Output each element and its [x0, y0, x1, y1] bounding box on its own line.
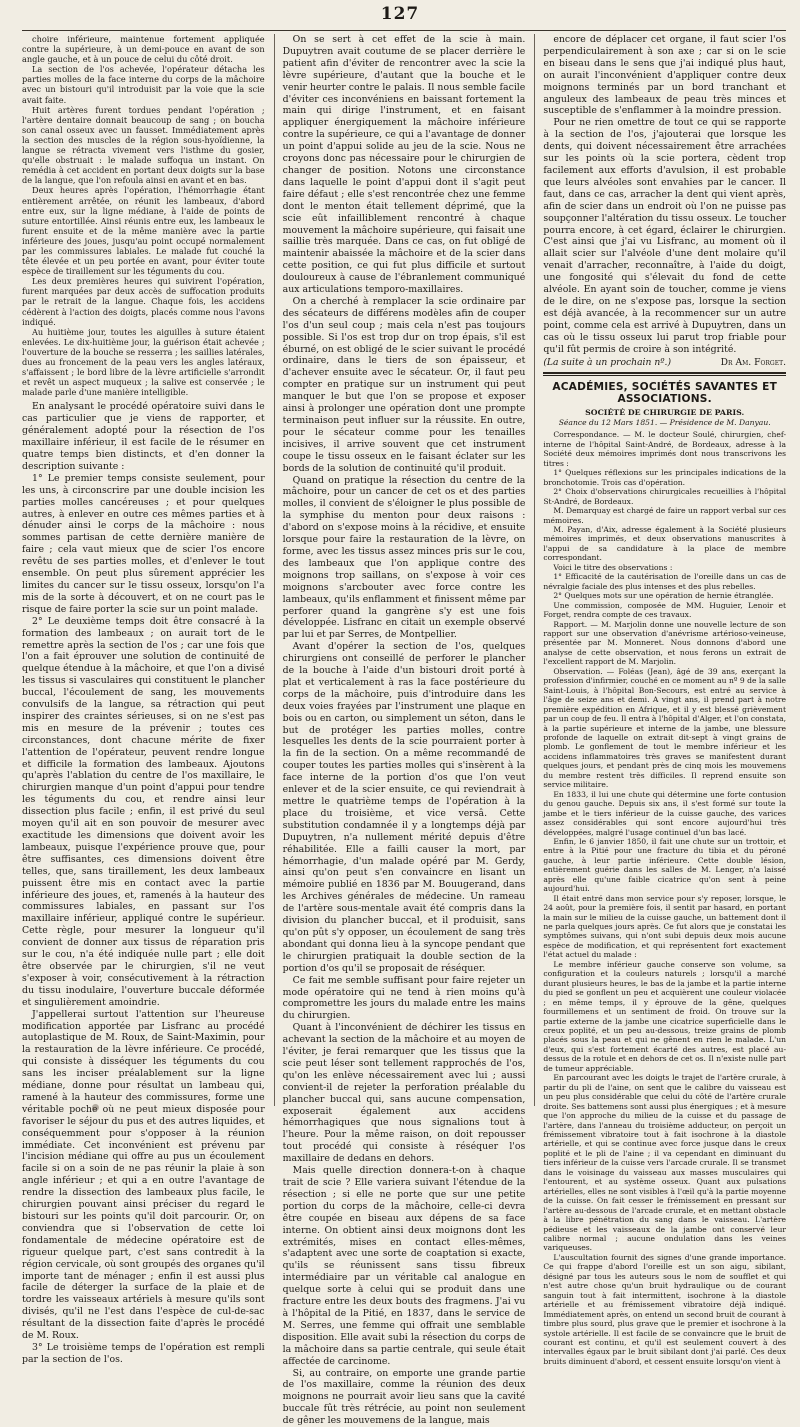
section-rule-thin: [543, 375, 786, 376]
paragraph: En parcourant avec les doigts le trajet de l'artère crurale, à partir du pli de l'aine, on sent que le calibre du vaisseau est un peu plus considérable que celui du côté de l'artère crurale droite. Ses battemens sont aussi plus énergiques ; et à mesure que l'on approche du milieu de la cuisse et du passage de l'artère, dans l'anneau du troisième adducteur, on perçoit un frémissement vibratoire tout à fait isochrone à la diastole artérielle, et qui se continue avec force jusque dans le creux poplité et le pli de l'aine ; il va cependant en diminuant du tiers inférieur de la cuisse vers l'arcade crurale. Il se transmet dans le voisinage du vaisseau aux masses musculaires qui l'entourent, et au système osseux. Quant aux pulsations artérielles, elles ne sont visibles à l'œil qu'à la partie moyenne de la cuisse. On fait cesser le frémissement en pressant sur l'artère au-dessous de l'arcade crurale, et en mettant obstacle à la libre pénétration du sang dans le vaisseau. L'artère pédieuse et les vaisseaux de la jambe ont conservé leur calibre normal ; aucune ondulation dans les veines variqueuses.: [543, 1073, 786, 1253]
paragraph: J'appellerai surtout l'attention sur l'heureuse modification apportée par Lisfranc au procédé autoplastique de M. Roux, de Saint-Maximin, pour la restauration de la lèvre inférieure. Ce procédé, qui consiste à disséquer les téguments du cou sans les inciser préalablement sur la ligne médiane, donne pour résultat un lambeau qui, ramené à la hauteur des commissures, forme une véritable poche où ne peut mieux disposée pour favoriser le séjour du pus et des autres liquides, et conséquemment pour s'opposer à la réunion immédiate. Cet inconvénient est prévenu par l'incision médiane qui offre au pus un écoulement facile si on a soin de ne pas réunir la plaie à son angle inférieur ; et qui a en outre l'avantage de rendre la dissection des lambeaux plus facile, le chirurgien pouvant ainsi préciser du regard le bistouri sur les points qu'il doit parcourir. Or, on conviendra que si l'observation de cette loi fondamentale de médecine opératoire est de rigueur quelque part, c'est sans contredit à la région cervicale, où sont groupés des organes qu'il importe tant de ménager ; enfin il est aussi plus facile de déterger la surface de la plaie et de tordre les vaisseaux artériels à mesure qu'ils sont divisés, qu'il ne l'est dans l'espèce de cul-de-sac résultant de la dissection faite d'après le procédé de M. Roux.: [22, 1009, 265, 1342]
paragraph: Il était entré dans mon service pour s'y reposer, lorsque, le 24 août, pour la première fois, il sentit par hasard, en portant la main sur le milieu de la cuisse gauche, un battement dont il ne parla quelques jours après. Ce fut alors que je constatai les symptômes suivans, qui n'ont subi depuis deux mois aucune espèce de modification, et qui représentent fort exactement l'état actuel du malade :: [543, 894, 786, 960]
column-middle: [274, 34, 526, 1106]
article-signature: [543, 357, 786, 368]
paragraph: 2° Le deuxième temps doit être consacré à la formation des lambeaux ; on aurait tort de le remettre après la section de l'os ; car une fois que l'on a fait éprouver une solution de continuité de quelque étendue à la mâchoire, et que l'on a divisé les tissus si vasculaires qui constituent le plancher buccal, l'écoulement de sang, les mouvements convulsifs de la langue, sa rétraction qui peut inspirer des craintes sérieuses, si on ne s'est pas mis en mesure de la prévenir ; toutes ces circonstances, dont chacune mérite de fixer l'attention de l'opérateur, peuvent rendre longue et difficile la formation des lambeaux. Ajoutons qu'après l'ablation du centre de l'os maxillaire, le chirurgien manque d'un point d'appui pour tendre les téguments du cou, et rendre ainsi leur dissection plus facile ; enfin, il est privé du seul moyen qu'il ait en son pouvoir de mesurer avec exactitude les dimensions que doivent avoir les lambeaux, puisque l'expérience prouve que, pour être suffisantes, ces dimensions doivent être telles, que, sans tiraillement, les deux lambeaux puissent être mis en contact avec la partie inférieure des joues, et, ramenés à la hauteur des commissures labiales, en passant sur l'os maxillaire inférieur, appliqué contre le supérieur. Cette règle, pour mesurer la longueur qu'il convient de donner aux tissus de réparation pris sur le cou, n'a été indiquée nulle part ; elle doit être observée par le chirurgien, s'il ne veut s'exposer à voir, consécutivement à la rétraction du tissu inodulaire, l'ouverture buccale déformée et singulièrement amoindrie.: [22, 616, 265, 1009]
paragraph: Enfin, le 6 janvier 1850, il fait une chute sur un trottoir, et entre à la Pitié pour une fracture du tibia et du péroné gauche, à leur partie inférieure. Cette double lésion, entièrement guérie dans les salles de M. Lenger, n'a laissé après elle qu'une faible cicatrice qu'on sent à peine aujourd'hui.: [543, 837, 786, 894]
column-right: [534, 34, 786, 1106]
continued-note: (La suite à un prochain nº.): [543, 357, 671, 368]
paragraph: Deux heures après l'opération, l'hémorrhagie étant entièrement arrêtée, on réunit les lambeaux, d'abord entre eux, sur la ligne médiane, à l'aide de points de suture entortillée. Ainsi réunis entre eux, les lambeaux le furent ensuite et de la même manière avec la partie inférieure des joues, jusqu'au point occupé normalement par les commissures labiales. Le malade fut couché la tête élevée et un peu portée en avant, pour éviter toute espèce de tiraillement sur les téguments du cou.: [22, 185, 265, 276]
text-columns: [22, 34, 786, 1106]
paragraph: Observation. — Foléas (Jean), âgé de 39 ans, exerçant la profession d'infirmier, couché en ce moment au nº 9 de la salle Saint-Louis, à l'hôpital Bon-Secours, est entré au service à l'âge de seize ans et demi. A vingt ans, il prend part à notre première expédition en Afrique, et il y est blessé grièvement par un coup de feu. Il entra à l'hôpital d'Alger, et l'on constata, à la partie supérieure et interne de la jambe, une blessure profonde de laquelle on extrait dit-sept à vingt grains de plomb. Le gonflement de tout le membre inférieur et les accidens inflammatoires très graves se manifestent durant quelques jours, et pendant près de cinq mois les mouvemens du membre restent très difficiles. Il reprend ensuite son service militaire.: [543, 667, 786, 790]
paragraph: 2° Choix d'observations chirurgicales recueillies à l'hôpital St-André, de Bordeaux.: [543, 487, 786, 506]
society-name: SOCIÉTÉ DE CHIRURGIE DE PARIS.: [543, 408, 786, 417]
paragraph: Huit artères furent tordues pendant l'opération ; l'artère dentaire donnait beaucoup de sang ; on boucha son canal osseux avec un fausset. Immédiatement après la section des muscles de la région sous-hyoïdienne, la langue se rétracta vivement vers l'isthme du gosier, qu'elle obstruait : le malade suffoqua un instant. On remédia à cet accident en portant deux doigts sur la base de la langue, que l'on refoula ainsi en avant et en bas.: [22, 105, 265, 186]
section-rule: [543, 372, 786, 374]
paragraph: Correspondance. — M. le docteur Soulé, chirurgien, chef-interne de l'hôpital Saint-André, de Bordeaux, adresse à la Société deux mémoires imprimés dont nous transcrivons les titres :: [543, 430, 786, 468]
paragraph: Quant à l'inconvénient de déchirer les tissus en achevant la section de la mâchoire et au moyen de l'éviter, je ferai remarquer que les tissus que la scie peut léser sont tellement rapprochés de l'os, qu'on les enlève nécessairement avec lui ; aussi convient-il de rejeter la perforation préalable du plancher buccal qui, sans aucune compensation, exposerait également aux accidens hémorrhagiques que nous signalions tout à l'heure. Pour la même raison, on doit repousser tout procédé qui consiste à réséquer l'os maxillaire de dedans en dehors.: [283, 1022, 526, 1165]
paragraph: Avant d'opérer la section de l'os, quelques chirurgiens ont conseillé de perforer le plancher de la bouche à l'aide d'un bistouri droit porté à plat et verticalement à ras la face postérieure du corps de la mâchoire, puis d'introduire dans les deux voies frayées par l'instrument une plaque en bois ou en carton, ou simplement un séton, dans le but de protéger les parties molles, contre lesquelles les dents de la scie pourraient porter à la fin de la section. On a même recommandé de couper toutes les parties molles qui s'insèrent à la face interne de la portion d'os que l'on veut enlever et de la scier ensuite, ce qui reviendrait à mettre le quatrième temps de l'opération à la place du troisième, et vice versâ. Cette substitution condamnée il y a longtemps déjà par Dupuytren, n'a nullement mérité depuis d'être réhabilitée. Elle a failli causer la mort, par hémorrhagie, d'un malade opéré par M. Gerdy, ainsi qu'on peut s'en convaincre en lisant un mémoire publié en 1836 par M. Bouugerand, dans les Archives générales de médecine. Un rameau de l'artère sous-mentale avait été compris dans la division du plancher buccal, et il produisit, sans qu'on pût s'y opposer, un écoulement de sang très abondant qui donna lieu à la syncope pendant que le chirurgien pratiquait la double section de la portion d'os qu'il se proposait de réséquer.: [283, 641, 526, 974]
paragraph: En analysant le procédé opératoire suivi dans le cas particulier que je viens de rapporter, et généralement adopté pour la résection de l'os maxillaire inférieur, il est facile de le résumer en quatre temps bien distincts, et d'en donner la description suivante :: [22, 401, 265, 472]
article-conclusion: [543, 34, 786, 355]
paragraph: 2° Quelques mots sur une opération de hernie étranglée.: [543, 591, 786, 600]
paragraph: encore de déplacer cet organe, il faut scier l'os perpendiculairement à son axe ; car si on le scie en biseau dans le sens que j'ai indiqué plus haut, on aurait l'inconvénient d'appliquer contre deux moignons terminés par un bord tranchant et anguleux des lambeaux de peau très minces et susceptible de s'enflammer à la moindre pression.: [543, 34, 786, 117]
paragraph: Ce fait me semble suffisant pour faire rejeter un mode opératoire qui ne tend à rien moins qu'à compromettre les jours du malade entre les mains du chirurgien.: [283, 975, 526, 1023]
paragraph: 1° Quelques réflexions sur les principales indications de la bronchotomie. Trois cas d'opération.: [543, 468, 786, 487]
paragraph: M. Payan, d'Aix, adresse également à la Société plusieurs mémoires imprimés, et deux observations manuscrites à l'appui de sa candidature à la place de membre correspondant.: [543, 525, 786, 563]
paragraph: Si, au contraire, on emporte une grande partie de l'os maxillaire, comme la réunion des deux moignons ne pourrait avoir lieu sans que la cavité buccale fût très rétrécie, au point non seulement de gêner les mouvemens de la langue, mais: [283, 1368, 526, 1427]
ink-spot: [92, 1104, 99, 1111]
paragraph: Une commission, composée de MM. Huguier, Lenoir et Forget, rendra compte de ces travaux.: [543, 601, 786, 620]
paragraph: Au huitième jour, toutes les aiguilles à suture étaient enlevées. Le dix-huitième jour, la guérison était achevée ; l'ouverture de la bouche se resserra ; les saillies latérales, dues au froncement de la peau vers les angles latéraux, s'affaissent ; le bord libre de la lèvre artificielle s'arrondit et revêt un aspect muqueux ; la salive est conservée ; le malade parle d'une manière intelligible.: [22, 327, 265, 398]
paragraph: 1° Le premier temps consiste seulement, pour les uns, à circonscrire par une double incision les parties molles cancéreuses ; et pour quelques autres, à enlever en outre ces mêmes parties et à dénuder ainsi le corps de la mâchoire : nous sommes partisan de cette dernière manière de faire ; cela vaut mieux que de scier l'os encore revêtu de ses parties molles, et d'enlever le tout ensemble. On peut plus sûrement apprécier les limites du cancer sur le tissu osseux, lorsqu'on l'a mis de la sorte à découvert, et on ne court pas le risque de faire porter la scie sur un point malade.: [22, 473, 265, 616]
observation-details: [22, 34, 265, 397]
paragraph: Rapport. — M. Marjolin donne une nouvelle lecture de son rapport sur une observation d'anévrisme artérioso-veineuse, présentée par M. Monneret. Nous donnons d'abord une analyse de cette observation, et nous ferons un extrait de l'excellent rapport de M. Marjolin.: [543, 620, 786, 667]
paragraph: Mais quelle direction donnera-t-on à chaque trait de scie ? Elle variera suivant l'étendue de la résection ; si elle ne porte que sur une petite portion du corps de la mâchoire, celle-ci devra être coupée en biseau aux dépens de sa face interne. On obtient ainsi deux moignons dont les extrémités, mises en contact elles-mêmes, s'adaptent avec une sorte de coaptation si exacte, qu'ils se réunissent sans tissu fibreux intermédiaire par un véritable cal analogue en quelque sorte à celui qui se produit dans une fracture entre les deux bouts des fragmens. J'ai vu à l'hôpital de la Pitié, en 1837, dans le service de M. Serres, une femme qui offrait une semblable disposition. Elle avait subi la résection du corps de la mâchoire dans sa partie centrale, qui seule était affectée de carcinome.: [283, 1165, 526, 1367]
session-line: Séance du 12 Mars 1851. — Présidence de M. Danyau.: [543, 418, 786, 427]
paragraph: La section de l'os achevée, l'opérateur détacha les parties molles de la face interne du corps de la mâchoire avec un bistouri qu'il introduisit par la voie que la scie avait faite.: [22, 64, 265, 104]
paragraph: On a cherché à remplacer la scie ordinaire par des sécateurs de différens modèles afin de couper l'os d'un seul coup ; mais cela n'est pas toujours possible. Si l'os est trop dur on trop épais, s'il est éburné, on est obligé de le scier suivant le procédé ordinaire, dans le tiers de son épaisseur, et d'achever ensuite avec le sécateur. Or, il faut peu compter en pratique sur un instrument qui peut manquer le but que l'on se propose et exposer ainsi à prolonger une opération dont une prompte terminaison peut influer sur la réussite. En outre, pour le sécateur comme pour les tenailles incisives, il arrive souvent que cet instrument coupe le tissu osseux en le faisant éclater sur les bords de la solution de continuité qu'il produit.: [283, 296, 526, 475]
paragraph: Le membre inférieur gauche conserve son volume, sa configuration et la couleurs naturels ; lorsqu'il a marché durant plusieurs heures, le bas de la jambe et la partie interne du pied se gonflent un peu et acquièrent une couleur violacée ; en même temps, il y éprouve de la gêne, quelques fourmillemens et un sentiment de froid. On trouve sur la partie externe de la jambe une cicatrice superficielle dans le creux poplité, et un peu au-dessous, treize grains de plomb placés sous la peau et qui ne gênent en rien le malade. L'un d'eux, qui s'est fortement écarté des autres, est placé au-dessus de la rotule et en dehors de cet os. Il n'existe nulle part de tumeur appréciable.: [543, 960, 786, 1073]
section-title: ACADÉMIES, SOCIÉTÉS SAVANTES ET ASSOCIATIONS.: [543, 381, 786, 405]
page-number: 127: [0, 4, 800, 24]
paragraph: M. Demarquay est chargé de faire un rapport verbal sur ces mémoires.: [543, 506, 786, 525]
column-left: [22, 34, 265, 1106]
paragraph: Les deux premières heures qui suivirent l'opération, furent marquées par deux accès de suffocation produits par le retrait de la langue. Chaque fois, les accidens cédèrent à l'action des doigts, placés comme nous l'avons indiqué.: [22, 276, 265, 326]
paragraph: Pour ne rien omettre de tout ce qui se rapporte à la section de l'os, j'ajouterai que lorsque les dents, qui doivent nécessairement être arrachées sur les points où la scie portera, cèdent trop facilement aux efforts d'avulsion, il est probable que leurs alvéoles sont envahies par le cancer. Il faut, dans ce cas, arracher la dent qui vient après, afin de scier dans un endroit où l'on ne puisse pas soupçonner l'altération du tissu osseux. Le toucher pourra encore, à cet égard, éclairer le chirurgien. C'est ainsi que j'ai vu Lisfranc, au moment où il allait scier sur l'alvéole d'une dent molaire qu'il venait d'arracher, reconnaître, à l'aide du doigt, une fongosité qui s'élevait du fond de cette alvéole. En ayant soin de toucher, comme je viens de le dire, on ne s'expose pas, lorsque la section est déjà avancée, à la recommencer sur un autre point, comme cela est arrivé à Dupuytren, dans un cas où le tissu osseux lui parut trop friable pour qu'il fût permis de croire à son intégrité.: [543, 117, 786, 355]
paragraph: Voici le titre des observations :: [543, 563, 786, 572]
paragraph: En 1833, il lui une chute qui détermine une forte contusion du genou gauche. Depuis six ans, il s'est formé sur toute la jambe et le tiers inférieur de la cuisse gauche, des varices assez considérables qui sont encore aujourd'hui très développées, malgré l'usage continuel d'un bas lacé.: [543, 790, 786, 837]
paragraph: choire inférieure, maintenue fortement appliquée contre la supérieure, à un demi-pouce en avant de son angle gauche, et à un pouce de celui du côté droit.: [22, 34, 265, 64]
paragraph: 3° Le troisième temps de l'opération est rempli par la section de l'os.: [22, 1342, 265, 1366]
header-rule: [22, 30, 786, 31]
paragraph: Quand on pratique la résection du centre de la mâchoire, pour un cancer de cet os et des parties molles, il convient de s'éloigner le plus possible de la symphise du menton pour deux raisons : d'abord on s'expose moins à la récidive, et ensuite lorsque pour faire la restauration de la lèvre, on forme, avec les tissus assez minces pris sur le cou, des lambeaux que l'on applique contre des moignons trop saillans, on s'expose à voir ces moignons s'arcbouter avec force contre les lambeaux, qu'ils enflamment et finissent même par perforer quand la gangrène s'y est une fois développée. Lisfranc en citait un exemple observé par lui et par Serres, de Montpellier.: [283, 475, 526, 642]
society-report: [543, 430, 786, 1366]
paragraph: L'auscultation fournit des signes d'une grande importance. Ce qui frappe d'abord l'oreille est un son aigu, sibilant, désigné par tous les auteurs sous le nom de soufflet et qui n'est autre chose qu'un bruit hydraulique ou de courant sanguin tout à fait intermittent, isochrone à la diastole artérielle et au frémissement vibratoire déjà indiqué. Immédiatement après, on entend un second bruit de courant à timbre plus sourd, plus grave que le premier et isochrone à la systole artérielle. Il est facile de se convaincre que le bruit de courant est continu, et qu'il est seulement couvert à des intervalles égaux par le bruit sibilant dont j'ai parlé. Ces deux bruits diminuent d'abord, et cessent ensuite lorsqu'on vient à: [543, 1253, 786, 1366]
paragraph: On se sert à cet effet de la scie à main. Dupuytren avait coutume de se placer derrière le patient afin d'éviter de rencontrer avec la scie la lèvre supérieure, d'autant que la bouche et le venir heurter contre le palais. Il nous semble facile d'éviter ces inconvéniens en baissant fortement la main qui dirige l'instrument, et en faisant appliquer énergiquement la mâchoire inférieure contre la supérieure, ce qui a l'avantage de donner un point d'appui solide au jeu de la scie. Nous ne croyons donc pas nécessaire pour le chirurgien de changer de position. Notons une circonstance dans laquelle le point d'appui dont il s'agit peut faire défaut ; elle s'est rencontrée chez une femme dont le menton était tellement déprimé, que la scie eût infailliblement rencontré à chaque mouvement la mâchoire supérieure, qui faisait une saillie très marquée. Dans ce cas, on fut obligé de maintenir abaissée la mâchoire et de la scier dans cette position, ce qui fut plus difficile et surtout douloureux à cause de l'ébranlement communiqué aux articulations temporo-maxillaires.: [283, 34, 526, 296]
paragraph: 1° Efficacité de la cautérisation de l'oreille dans un cas de névralgie faciale des plus intenses et des plus rebelles.: [543, 572, 786, 591]
author-name: Dr Am. Forget.: [721, 357, 786, 368]
procedure-analysis: [22, 401, 265, 1365]
